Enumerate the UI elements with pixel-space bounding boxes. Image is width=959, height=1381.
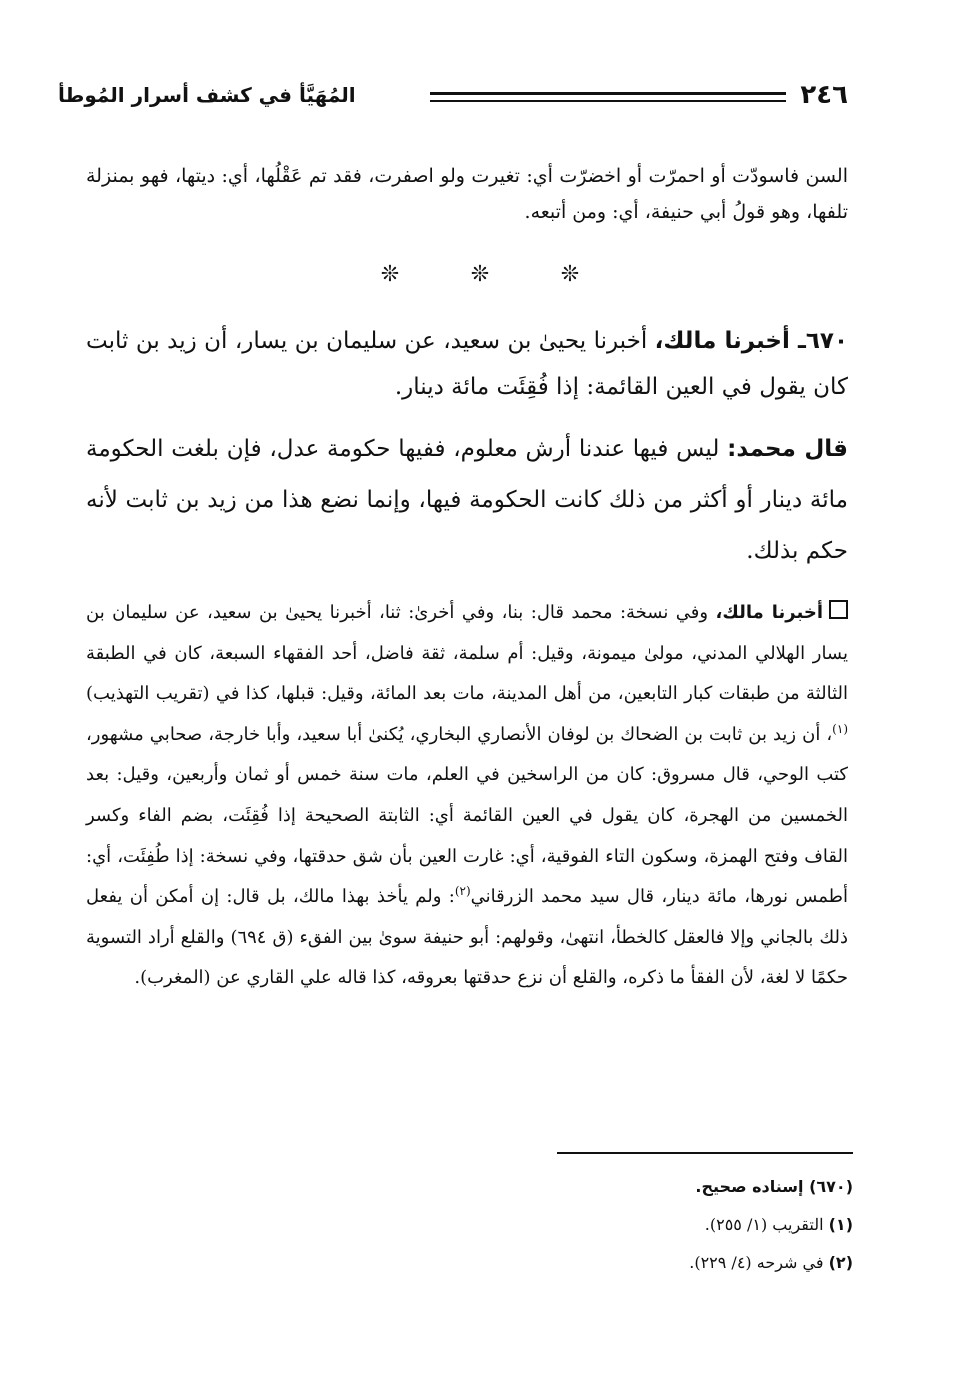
header-double-rule	[430, 92, 786, 102]
footnote-number: (١)	[828, 1215, 853, 1234]
separator-star-icon: ❊	[470, 262, 490, 287]
separator-star-icon: ❊	[380, 262, 400, 287]
commentary-text-part3: : ولم يأخذ بهذا مالك، بل قال: إن أمكن أن يفعل ذلك بالجاني وإلا فالعقل كالخطأ، انتهىٰ، وقولهم: أبو حنيفة سوىٰ بين الفقء (ق ٦٩٤) والقلع أراد التسوية حكمًا لا لغة، لأن الفقأ ما ذكره، والقلع أن نزع حدقتها بعروقه، كذا قاله علي القاري عن (المغرب).	[86, 886, 849, 989]
footnote-text: في شرحه (٤/ ٢٢٩).	[689, 1253, 829, 1272]
footnote-item	[353, 1244, 853, 1282]
commentary-paragraph	[86, 593, 848, 999]
qal-muhammad-paragraph	[86, 424, 848, 577]
book-title: المُهَيَّأ في كشف أسرار المُوطأ	[58, 83, 356, 107]
intro-text: السن فاسودّت أو احمرّت أو اخضرّت أي: تغيرت ولو اصفرت، فقد تم عَقْلُها، أي: ديتها، فهو بمنزلة تلفها، وهو قولُ أبي حنيفة، أي: ومن أتبعه.	[86, 165, 848, 223]
page-header	[58, 78, 848, 118]
page-number: ٢٤٦	[800, 80, 848, 110]
intro-paragraph	[86, 158, 848, 230]
commentary-text-part2: ، أن زيد بن ثابت بن الضحاك بن لوفان الأنصاري البخاري، يُكنىٰ أبا سعيد، وأبا خارجة، صحابي مشهور، كتب الوحي، قال مسروق: كان من الراسخين في العلم، مات سنة خمس أو ثمان وأربعين، وقيل: بعد الخمسين من الهجرة، كان يقول في العين القائمة أي: الثابتة الصحيحة إذا فُقِئَت، بضم الفاء وكسر القاف وفتح الهمزة، وسكون التاء الفوقية، أي: غارت العين بأن شق حدقتها، وفي نسخة: إذا طُفِئَت، أي: أطمس نورها، مائة دينار، قال سيد محمد الزرقاني	[86, 723, 848, 908]
hadith-lead: ٦٧٠ـ أخبرنا مالك،	[654, 328, 848, 354]
qal-muhammad-text: ليس فيها عندنا أرش معلوم، ففيها حكومة عدل، فإن بلغت الحكومة مائة دينار أو أكثر من ذلك كانت الحكومة فيها، وإنما نضع هذا من زيد بن ثابت لأنه حكم بذلك.	[86, 436, 848, 564]
qal-muhammad-lead: قال محمد:	[727, 436, 848, 462]
section-separator	[380, 262, 580, 288]
hadith-text: أخبرنا يحيىٰ بن سعيد، عن سليمان بن يسار، أن زيد بن ثابت كان يقول في العين القائمة: إذا فُقِئَت مائة دينار.	[86, 328, 848, 400]
footnote-number: (٢)	[828, 1253, 853, 1272]
footnote-text: التقريب (١/ ٢٥٥).	[704, 1215, 829, 1234]
square-marker-icon	[829, 600, 848, 619]
commentary-lead: أخبرنا مالك،	[715, 602, 823, 623]
footnote-text: إسناده صحيح.	[695, 1177, 810, 1196]
footnote-divider	[557, 1152, 853, 1154]
footnotes	[353, 1168, 853, 1282]
hadith-paragraph	[86, 318, 848, 410]
separator-star-icon: ❊	[560, 262, 580, 287]
footnote-ref-2: (٢)	[454, 884, 471, 899]
footnote-ref-1: (١)	[832, 721, 848, 736]
footnote-item	[353, 1206, 853, 1244]
footnote-number: (٦٧٠)	[809, 1177, 853, 1196]
footnote-item	[353, 1168, 853, 1206]
commentary-text-part1: وفي نسخة: محمد قال: بنا، وفي أخرىٰ: ثنا، أخبرنا يحيىٰ بن سعيد، عن سليمان بن يسار الهلالي المدني، مولىٰ ميمونة، وقيل: أم سلمة، ثقة فاضل، أحد الفقهاء السبعة، كان في الطبقة الثالثة من طبقات كبار التابعين، من أهل المدينة، مات بعد المائة، وقيل: قبلها، كذا في (تقريب التهذيب)	[86, 602, 848, 705]
